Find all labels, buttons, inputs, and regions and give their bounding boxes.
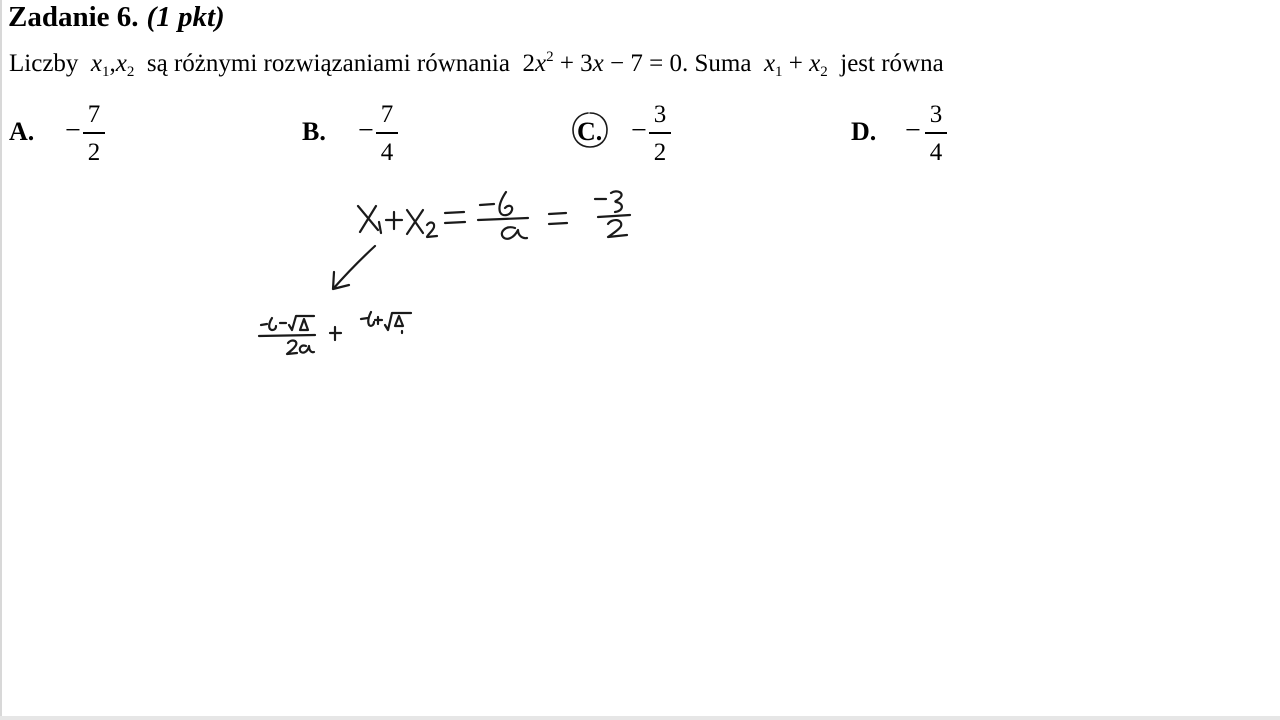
option-a-denominator: 2 (87, 138, 101, 166)
ink-lower-bar (259, 335, 315, 336)
statement-mid: są różnymi rozwiązaniami równania (146, 50, 510, 77)
fraction-bar (925, 132, 947, 134)
ink-lower-right (361, 312, 411, 330)
ink-lower-plus (330, 327, 341, 340)
option-c-numerator: 3 (653, 101, 667, 128)
ink-equals-2 (549, 213, 567, 224)
option-d[interactable] (851, 98, 971, 170)
option-d-sign: − (905, 115, 921, 146)
option-c-letter: C. (577, 117, 603, 146)
ink-frac-bar-1 (478, 218, 528, 220)
option-b-fraction (376, 100, 398, 168)
option-a-numerator: 7 (87, 101, 101, 128)
statement-suma: . Suma (681, 50, 752, 77)
option-a-letter: A. (9, 117, 35, 146)
statement-lead: Liczby (9, 50, 79, 77)
task-number: Zadanie 6. (8, 1, 139, 33)
option-b-numerator: 7 (380, 101, 394, 128)
ink-plus (386, 212, 402, 229)
option-d-denominator: 4 (929, 138, 943, 166)
sum-x1: $x_1$ (763, 50, 783, 80)
option-d-numerator: 3 (929, 101, 943, 128)
option-d-letter: D. (851, 117, 877, 146)
ink-equals-1 (445, 212, 465, 223)
fraction-bar (376, 132, 398, 134)
option-b-letter: B. (302, 117, 326, 146)
fraction-bar (83, 132, 105, 134)
statement-end: jest równa (840, 50, 944, 77)
option-a-sign: − (65, 115, 81, 146)
option-c-sign: − (631, 115, 647, 146)
ink-a (502, 227, 527, 238)
problem-statement (9, 40, 944, 89)
fraction-bar (649, 132, 671, 134)
option-a-fraction (83, 100, 105, 168)
ink-lower-left (261, 316, 314, 330)
option-c-fraction (649, 100, 671, 168)
option-d-fraction (925, 100, 947, 168)
page-left-edge (0, 0, 2, 720)
sum-plus: + (788, 50, 803, 77)
option-b[interactable] (302, 98, 422, 170)
task-title (8, 0, 225, 34)
option-b-sign: − (358, 115, 374, 146)
ink-frac-bar-2 (598, 215, 630, 217)
option-a[interactable] (9, 98, 129, 170)
ink-minus-3 (595, 191, 622, 212)
ink-x2 (407, 210, 437, 237)
ink-2 (608, 220, 627, 237)
option-c-denominator: 2 (653, 138, 667, 166)
ink-x1 (358, 206, 381, 233)
ink-minus-b (480, 192, 512, 215)
sum-x2: $x_2$ (809, 50, 828, 80)
statement-comma: , (109, 50, 116, 77)
var-x1: $x_1$ (90, 50, 110, 80)
equation: $2x^2 + 3x - 7 = 0$ (522, 49, 682, 77)
task-points: (1 pkt) (146, 1, 225, 33)
var-x2: $x_2$ (115, 50, 135, 80)
ink-arrow (333, 246, 375, 289)
selected-answer-circle (571, 111, 609, 149)
option-b-denominator: 4 (380, 138, 394, 166)
ink-lower-2a (287, 341, 314, 354)
page-bottom-edge (0, 716, 1280, 720)
